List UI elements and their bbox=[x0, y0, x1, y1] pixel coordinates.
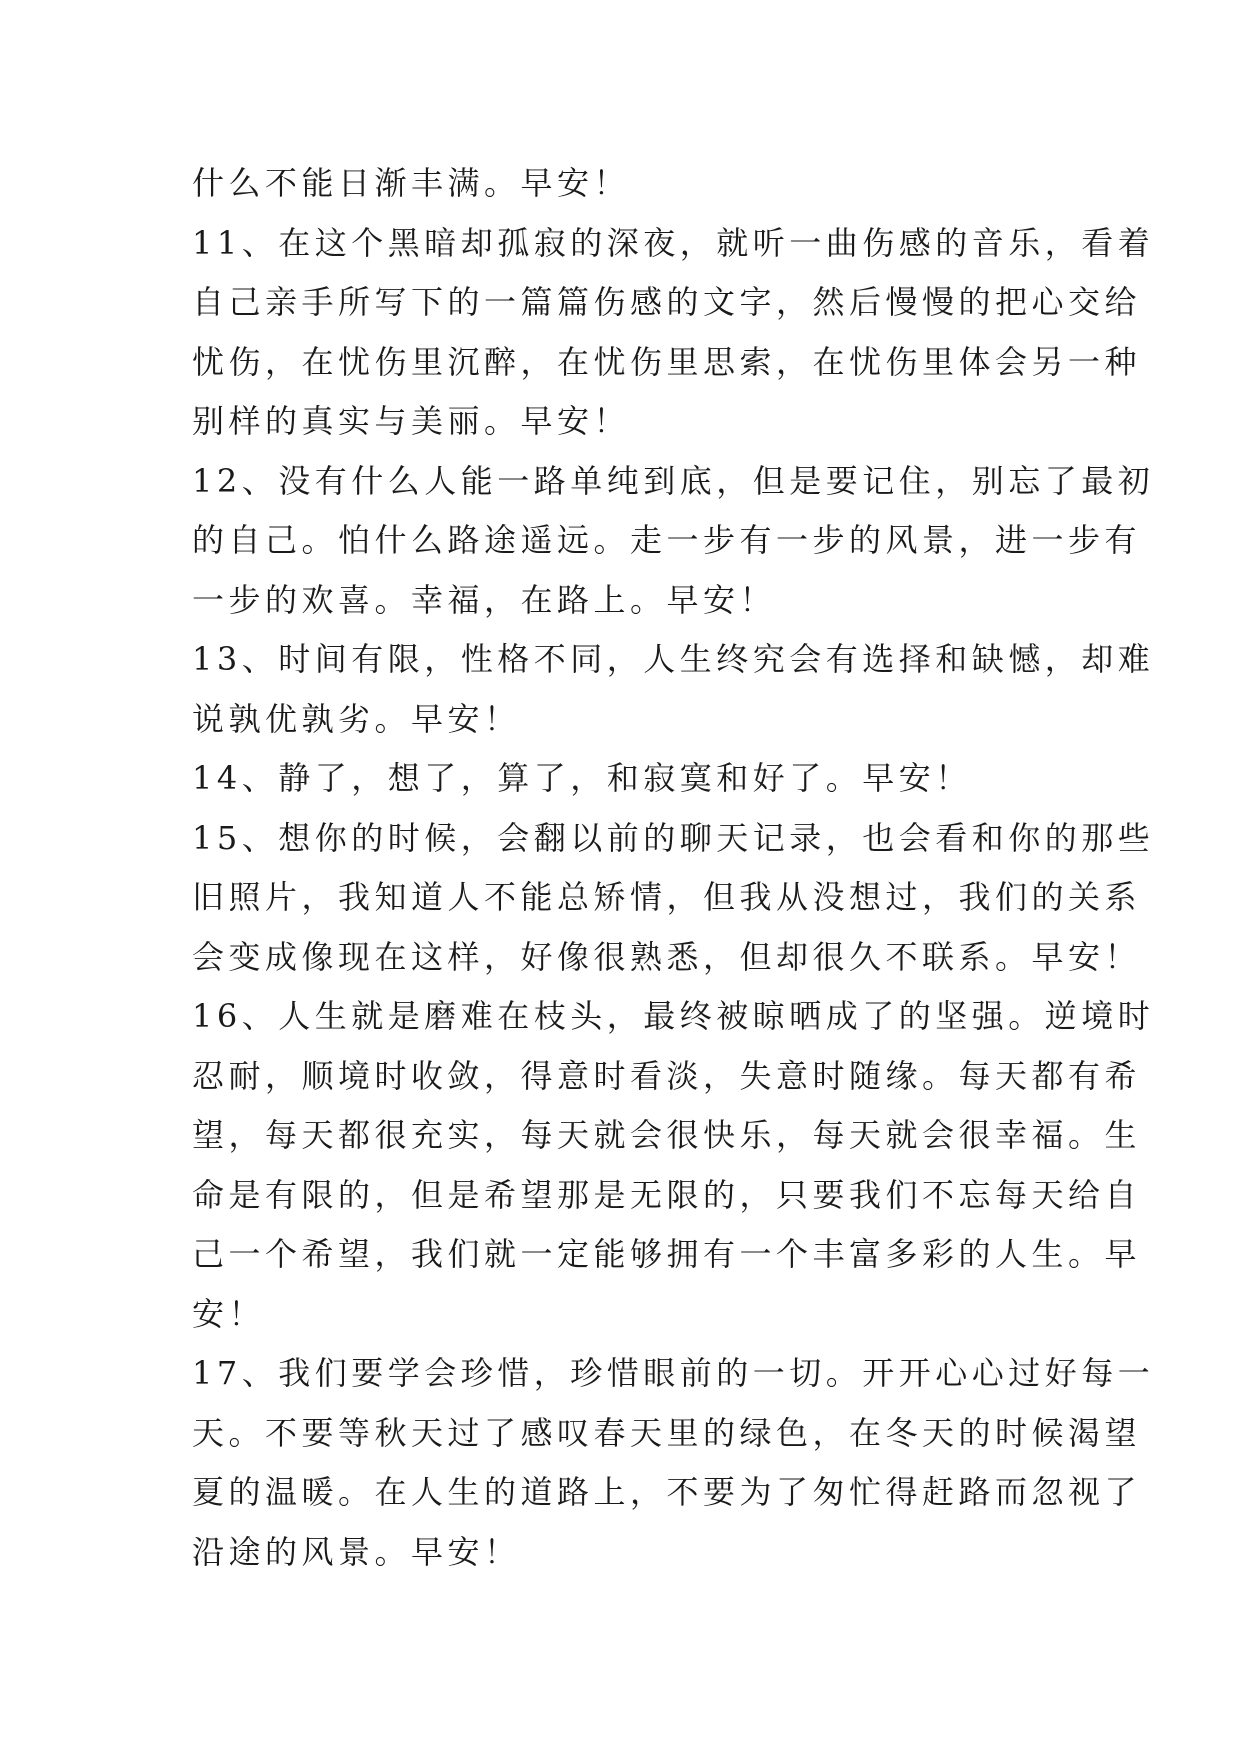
text-line: 天。不要等秋天过了感叹春天里的绿色，在冬天的时候渴望 bbox=[192, 1413, 1142, 1452]
text-line: 望，每天都很充实，每天就会很快乐，每天就会很幸福。生 bbox=[192, 1116, 1142, 1154]
text-line: 夏的温暖。在人生的道路上，不要为了匆忙得赶路而忽视了 bbox=[192, 1473, 1142, 1511]
text-line: 15、想你的时候，会翻以前的聊天记录，也会看和你的那些 bbox=[192, 818, 1155, 857]
text-line: 的自己。怕什么路途遥远。走一步有一步的风景，进一步有 bbox=[192, 521, 1142, 559]
text-line: 14、静了，想了，算了，和寂寞和好了。早安！ bbox=[192, 759, 972, 797]
text-line: 17、我们要学会珍惜，珍惜眼前的一切。开开心心过好每一 bbox=[192, 1354, 1155, 1392]
text-line: 己一个希望，我们就一定能够拥有一个丰富多彩的人生。早 bbox=[192, 1235, 1142, 1273]
text-line: 会变成像现在这样，好像很熟悉，但却很久不联系。早安！ bbox=[192, 937, 1142, 976]
text-line: 自己亲手所写下的一篇篇伤感的文字，然后慢慢的把心交给 bbox=[192, 283, 1142, 321]
text-line: 13、时间有限，性格不同，人生终究会有选择和缺憾，却难 bbox=[192, 640, 1155, 678]
text-line: 忍耐，顺境时收敛，得意时看淡，失意时随缘。每天都有希 bbox=[192, 1056, 1142, 1095]
text-line: 忧伤，在忧伤里沉醉，在忧伤里思索，在忧伤里体会另一种 bbox=[192, 342, 1142, 381]
text-line: 沿途的风景。早安！ bbox=[192, 1532, 521, 1571]
text-line: 12、没有什么人能一路单纯到底，但是要记住，别忘了最初 bbox=[192, 461, 1155, 500]
text-line: 什么不能日渐丰满。早安！ bbox=[192, 164, 631, 202]
text-line: 说孰优孰劣。早安！ bbox=[192, 699, 521, 738]
body-text bbox=[192, 154, 1155, 1582]
text-line: 命是有限的，但是希望那是无限的，只要我们不忘每天给自 bbox=[192, 1175, 1142, 1214]
text-line: 一步的欢喜。幸福，在路上。早安！ bbox=[192, 580, 777, 619]
text-line: 11、在这个黑暗却孤寂的深夜，就听一曲伤感的音乐，看着 bbox=[192, 223, 1155, 262]
text-line: 安！ bbox=[192, 1294, 266, 1333]
text-line: 16、人生就是磨难在枝头，最终被晾晒成了的坚强。逆境时 bbox=[192, 997, 1155, 1035]
text-line: 旧照片，我知道人不能总矫情，但我从没想过，我们的关系 bbox=[192, 878, 1142, 916]
text-line: 别样的真实与美丽。早安！ bbox=[192, 402, 631, 440]
